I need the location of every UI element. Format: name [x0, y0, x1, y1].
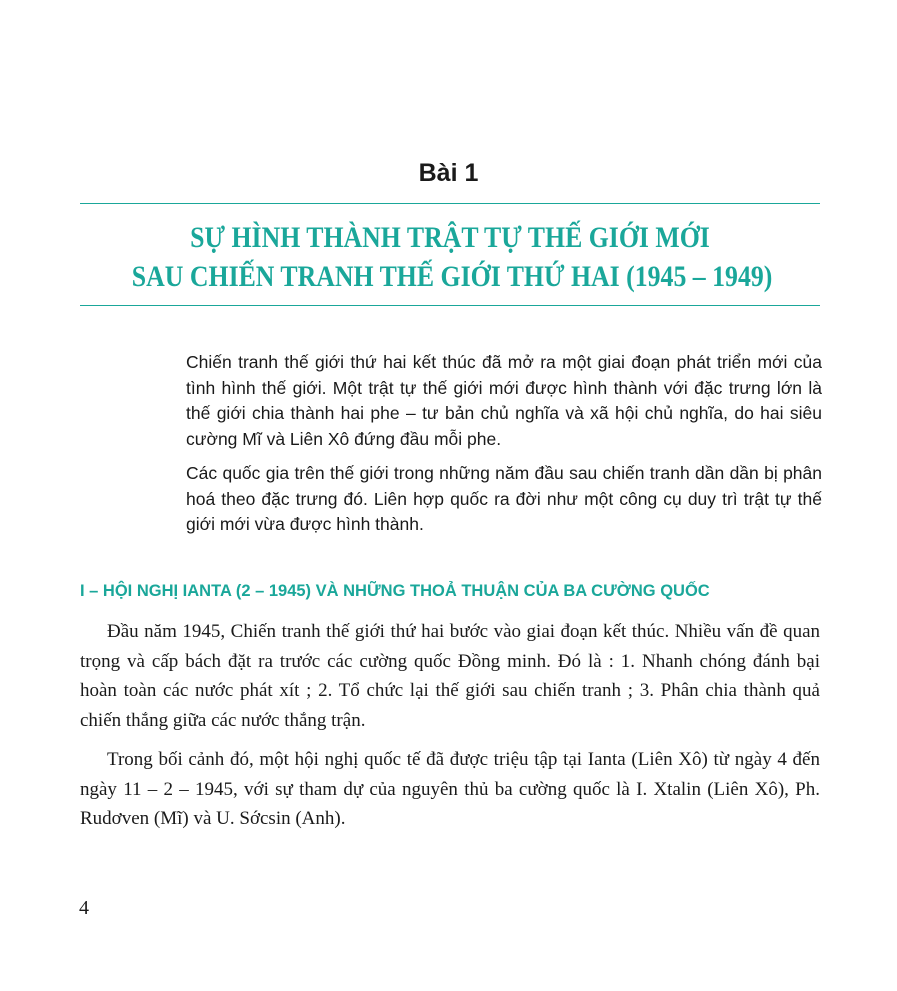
chapter-title-line-1: SỰ HÌNH THÀNH TRẬT TỰ THẾ GIỚI MỚI — [190, 221, 710, 254]
body-paragraph-2: Trong bối cảnh đó, một hội nghị quốc tế đã được triệu tập tại Ianta (Liên Xô) từ ngày 4 đến ngày 11 – 2 – 1945, với sự tham dự của nguyên thủ ba cường quốc là I. Xtalin (Liên Xô), Ph. Rudơven (Mĩ) và U. Sớcsin (Anh). — [80, 749, 820, 829]
body-paragraph-1: Đầu năm 1945, Chiến tranh thế giới thứ hai bước vào giai đoạn kết thúc. Nhiều vấn đề quan trọng và cấp bách đặt ra trước các cường quốc Đồng minh. Đó là : 1. Nhanh chóng đánh bại hoàn toàn các nước phát xít ; 2. Tổ chức lại thế giới sau chiến tranh ; 3. Phân chia thành quả chiến thắng giữa các nước thắng trận. — [80, 621, 820, 731]
body-text — [80, 617, 820, 844]
section-heading: I – HỘI NGHỊ IANTA (2 – 1945) VÀ NHỮNG THOẢ THUẬN CỦA BA CƯỜNG QUỐC — [80, 582, 710, 600]
intro-paragraph-2: Các quốc gia trên thế giới trong những năm đầu sau chiến tranh dần dần bị phân hoá theo đặc trưng đó. Liên hợp quốc ra đời như một công cụ duy trì trật tự thế giới mới vừa được hình thành. — [186, 463, 822, 534]
chapter-title-line-2: SAU CHIẾN TRANH THẾ GIỚI THỨ HAI (1945 – 1949) — [131, 260, 773, 293]
intro-summary — [186, 350, 822, 547]
page-number: 4 — [79, 897, 89, 919]
chapter-title — [131, 218, 773, 296]
intro-paragraph-1: Chiến tranh thế giới thứ hai kết thúc đã mở ra một giai đoạn phát triển mới của tình hình thế giới. Một trật tự thế giới mới được hình thành với đặc trưng lớn là thế giới chia thành hai phe – tư bản chủ nghĩa và xã hội chủ nghĩa, do hai siêu cường Mĩ và Liên Xô đứng đầu mỗi phe. — [186, 352, 822, 449]
title-rule-top — [80, 203, 820, 204]
lesson-label: Bài 1 — [418, 159, 479, 187]
title-rule-bottom — [80, 305, 820, 306]
